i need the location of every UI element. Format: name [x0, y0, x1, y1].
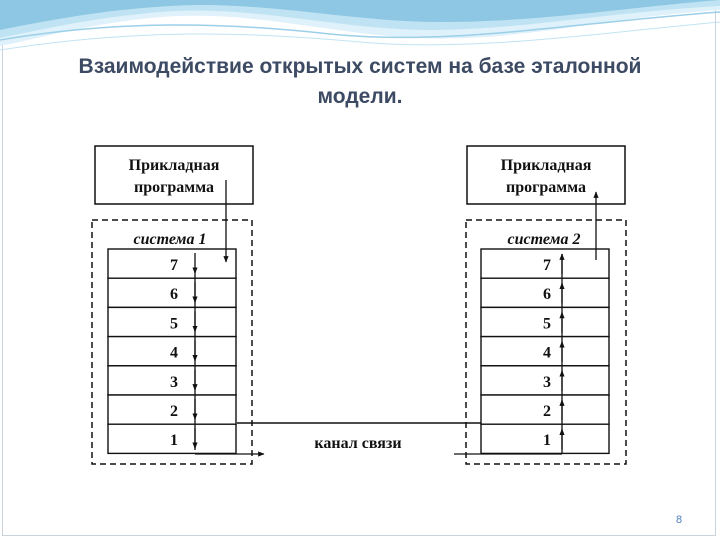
left-layer-label: 3	[170, 373, 178, 391]
left-layer-label: 5	[170, 315, 178, 333]
right-layer-label: 3	[543, 373, 551, 391]
left-layer-label: 2	[170, 403, 178, 420]
right-program-line-1: Прикладная	[500, 157, 592, 174]
right-layer-label: 1	[543, 432, 551, 450]
left-layer-stack	[108, 249, 236, 453]
left-program-line-2: программа	[134, 179, 214, 196]
right-program-line-2: программа	[506, 179, 586, 196]
right-layer-label: 7	[543, 257, 551, 274]
channel-label: канал связи	[314, 435, 402, 452]
left-layer-label: 4	[170, 344, 178, 362]
slide-title: Взаимодействие открытых систем на базе эталонной модели.	[78, 55, 642, 108]
right-system-label: система 2	[507, 231, 581, 248]
osi-diagram	[78, 136, 640, 470]
right-layer-label: 6	[543, 286, 551, 304]
right-layer-stack	[481, 249, 609, 453]
left-system-label: система 1	[133, 231, 207, 248]
left-program-line-1: Прикладная	[128, 157, 220, 174]
left-layer-label: 1	[170, 432, 178, 450]
right-layer-label: 2	[543, 403, 551, 420]
left-layer-label: 6	[170, 286, 178, 304]
right-layer-label: 4	[543, 344, 551, 362]
right-layer-label: 5	[543, 315, 551, 333]
left-layer-label: 7	[170, 257, 178, 274]
slide-number: 8	[675, 514, 683, 526]
